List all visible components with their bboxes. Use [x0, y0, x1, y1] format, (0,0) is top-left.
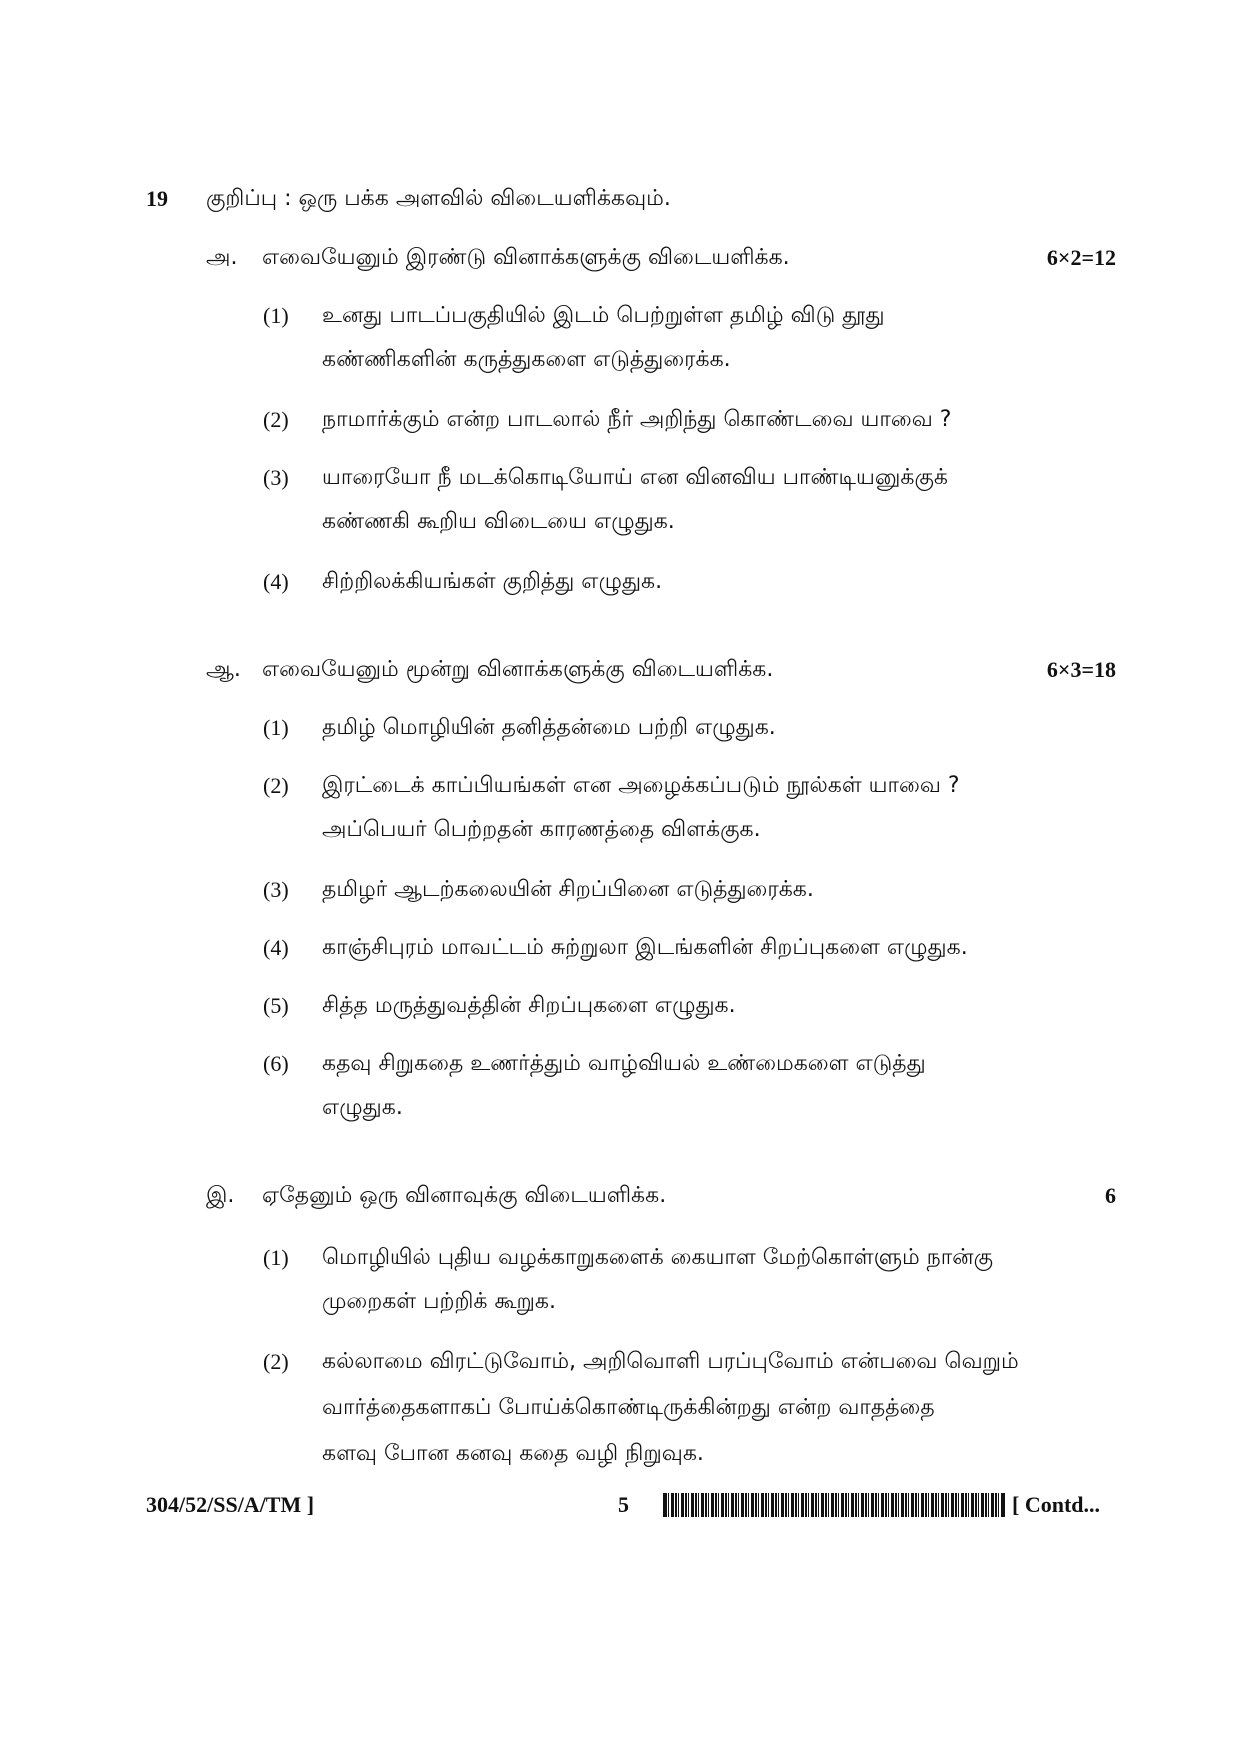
item-line: தமிழர் ஆடற்கலையின் சிறப்பினை எடுத்துரைக்க. [322, 877, 814, 902]
item-line: நாமார்க்கும் என்ற பாடலால் நீர் அறிந்து கொண்டவை யாவை ? [322, 407, 952, 432]
item-line: கண்ணகி கூறிய விடையை எழுதுக. [322, 509, 675, 534]
item-number: (2) [263, 773, 289, 798]
section-label: அ. [206, 245, 238, 270]
section-marks: 6×2=12 [1046, 245, 1116, 270]
section-instruction: எவையேனும் இரண்டு வினாக்களுக்கு விடையளிக்க. [262, 245, 790, 270]
item-line: அப்பெயர் பெற்றதன் காரணத்தை விளக்குக. [322, 817, 761, 842]
item-line: எழுதுக. [322, 1095, 403, 1120]
item-number: (2) [263, 1349, 289, 1374]
barcode-image [663, 1493, 1005, 1517]
section-instruction: ஏதேனும் ஒரு வினாவுக்கு விடையளிக்க. [262, 1183, 667, 1208]
item-line: வார்த்தைகளாகப் போய்க்கொண்டிருக்கின்றது என்ற வாதத்தை [322, 1395, 935, 1420]
item-line: கல்லாமை விரட்டுவோம், அறிவொளி பரப்புவோம் என்பவை வெறும் [322, 1349, 1019, 1374]
section-label: ஆ. [206, 657, 241, 682]
item-line: சிற்றிலக்கியங்கள் குறித்து எழுதுக. [322, 569, 663, 594]
question-note: குறிப்பு : ஒரு பக்க அளவில் விடையளிக்கவும். [206, 186, 671, 211]
item-number: (3) [263, 877, 289, 902]
item-number: (2) [263, 407, 289, 432]
section-marks: 6×3=18 [1046, 657, 1116, 682]
item-number: (4) [263, 569, 289, 594]
item-line: முறைகள் பற்றிக் கூறுக. [322, 1289, 556, 1314]
item-number: (1) [263, 1245, 289, 1270]
item-line: இரட்டைக் காப்பியங்கள் என அழைக்கப்படும் நூல்கள் யாவை ? [322, 773, 960, 798]
section-label: இ. [206, 1183, 235, 1208]
item-line: யாரையோ நீ மடக்கொடியோய் என வினவிய பாண்டியனுக்குக் [322, 465, 948, 490]
item-line: கதவு சிறுகதை உணர்த்தும் வாழ்வியல் உண்மைகளை எடுத்து [322, 1051, 926, 1076]
item-number: (1) [263, 715, 289, 740]
item-number: (6) [263, 1051, 289, 1076]
item-line: சித்த மருத்துவத்தின் சிறப்புகளை எழுதுக. [322, 993, 736, 1018]
section-instruction: எவையேனும் மூன்று வினாக்களுக்கு விடையளிக்க. [262, 657, 774, 682]
item-line: தமிழ் மொழியின் தனித்தன்மை பற்றி எழுதுக. [322, 715, 776, 740]
question-number: 19 [146, 186, 168, 211]
continued-label: [ Contd... [1012, 1492, 1101, 1517]
section-marks: 6 [1105, 1183, 1116, 1208]
item-number: (5) [263, 993, 289, 1018]
paper-code: 304/52/SS/A/TM ] [146, 1492, 315, 1517]
item-line: களவு போன கனவு கதை வழி நிறுவுக. [322, 1441, 704, 1466]
item-number: (3) [263, 465, 289, 490]
item-line: காஞ்சிபுரம் மாவட்டம் சுற்றுலா இடங்களின் சிறப்புகளை எழுதுக. [322, 935, 968, 960]
item-line: உனது பாடப்பகுதியில் இடம் பெற்றுள்ள தமிழ் விடு தூது [322, 303, 885, 328]
page-number: 5 [618, 1492, 629, 1517]
item-number: (1) [263, 303, 289, 328]
item-line: மொழியில் புதிய வழக்காறுகளைக் கையாள மேற்கொள்ளும் நான்கு [322, 1245, 994, 1270]
item-number: (4) [263, 935, 289, 960]
item-line: கண்ணிகளின் கருத்துகளை எடுத்துரைக்க. [322, 347, 731, 372]
